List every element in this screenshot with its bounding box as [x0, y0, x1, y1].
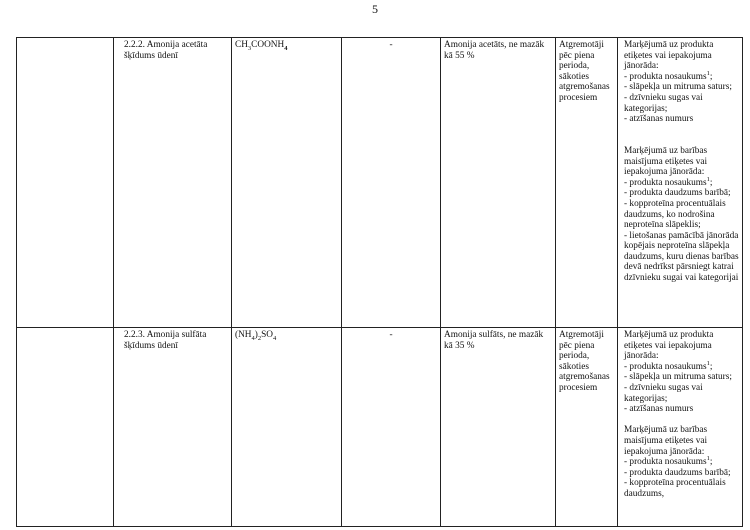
- formula-subscript: 3: [247, 44, 252, 52]
- label-line: - slāpekļa un mitruma saturs;: [624, 372, 732, 383]
- label-line: - produkta daudzums barībā;: [624, 467, 731, 478]
- label-line: - kopproteīna procentuālais daudzums,: [624, 478, 726, 499]
- formula-subscript: 4: [251, 334, 255, 342]
- label-line: - dzīvnieku sugas vai kategorijas;: [624, 382, 703, 404]
- formula-part: COONH: [251, 40, 285, 50]
- label-text: ;: [709, 457, 713, 468]
- chemical-formula-cell: [232, 38, 342, 328]
- label-text: - produkta nosaukums: [624, 177, 707, 188]
- animal-species-cell: Atgremotāji pēc piena perioda, sākoties atgremošanas procesiem: [556, 328, 618, 527]
- label-line: Marķējumā uz barības maisījuma etiķetes vai iepakojuma jānorāda:: [624, 425, 708, 457]
- label-line: [624, 457, 739, 468]
- footnote-mark: 1: [706, 359, 710, 367]
- dash-cell: -: [342, 38, 441, 328]
- label-text: ;: [709, 71, 713, 82]
- label-line: - atzīšanas numurs: [624, 404, 694, 415]
- label-text: ;: [709, 177, 713, 188]
- label-text: - produkta nosaukums: [624, 361, 707, 372]
- feed-additives-table: [16, 37, 743, 527]
- empty-cell: [17, 38, 114, 328]
- formula-part: ): [254, 330, 258, 340]
- label-line: - atzīšanas numurs: [624, 114, 694, 125]
- label-line: [624, 69, 739, 83]
- formula-part: CH: [235, 40, 248, 50]
- label-text: ;: [709, 361, 713, 372]
- formula-subscript: 2: [257, 334, 262, 342]
- label-text: - produkta nosaukums: [624, 457, 707, 468]
- label-line: [624, 359, 739, 373]
- footnote-mark: 1: [706, 175, 710, 183]
- label-line: Marķējumā uz produkta etiķetes vai iepakojuma jānorāda:: [624, 40, 714, 72]
- label-line: - lietošanas pamācībā jānorāda kopējais neproteīna slāpekļa daudzums, kuru dienas barības devā nedrīkst pārsniegt katrai dzīvnieku sugai vai kategorijai: [624, 230, 739, 284]
- dash-cell: -: [342, 328, 441, 527]
- footnote-mark: 1: [706, 69, 710, 77]
- label-line: [624, 175, 739, 189]
- labelling-cell: [618, 38, 743, 328]
- table-row: [17, 328, 743, 527]
- label-text: - produkta nosaukums: [624, 71, 707, 82]
- label-line: Marķējumā uz barības maisījuma etiķetes vai iepakojuma jānorāda:: [624, 145, 708, 178]
- animal-species-cell: Atgremotāji pēc piena perioda, sākoties atgremošanas procesiem: [556, 38, 618, 328]
- label-line: - dzīvnieku sugas vai kategorijas;: [624, 92, 703, 114]
- additive-name-cell: 2.2.2. Amonija acetāta šķīdums ūdenī: [114, 38, 232, 328]
- formula-subscript: 4: [273, 334, 277, 342]
- label-line: Marķējumā uz produkta etiķetes vai iepakojuma jānorāda:: [624, 330, 714, 362]
- empty-cell: [17, 328, 114, 527]
- label-line: - produkta daudzums barībā;: [624, 188, 731, 199]
- footnote-mark: 1: [706, 455, 710, 463]
- formula-part: (NH: [235, 330, 252, 340]
- page-number: 5: [372, 2, 378, 16]
- formula-subscript: 4: [284, 44, 288, 52]
- label-line: - slāpekļa un mitruma saturs;: [624, 82, 732, 93]
- table-row: [17, 38, 743, 328]
- content-cell: Amonija acetāts, ne mazāk kā 55 %: [441, 38, 556, 328]
- content-cell: Amonija sulfāts, ne mazāk kā 35 %: [441, 328, 556, 527]
- formula-part: SO: [261, 330, 274, 340]
- label-line: - kopproteīna procentuālais daudzums, ko nodrošina neproteīna slāpeklis;: [624, 198, 726, 231]
- additive-name-cell: 2.2.3. Amonija sulfāta šķīdums ūdenī: [114, 328, 232, 527]
- chemical-formula-cell: [232, 328, 342, 527]
- labelling-cell: [618, 328, 743, 527]
